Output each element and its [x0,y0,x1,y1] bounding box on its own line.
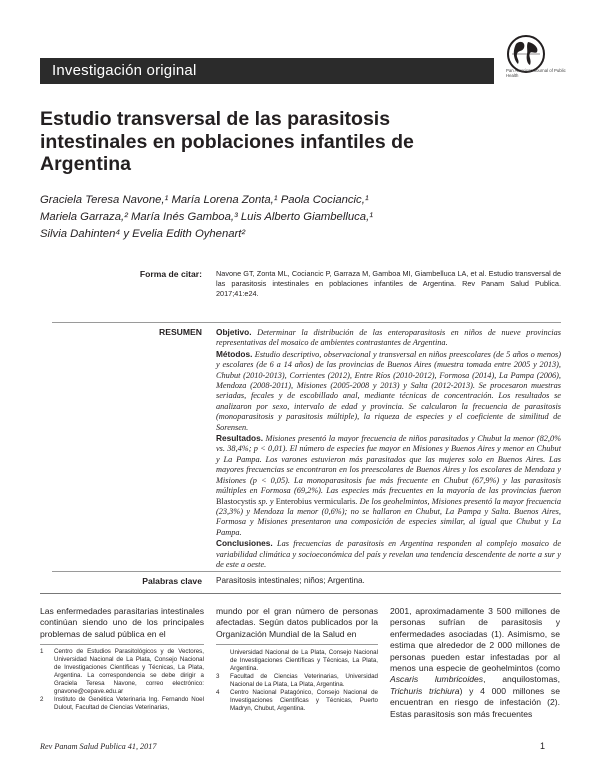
species-name: Ascaris lumbricoides [390,674,484,685]
abstract-conclusions [216,538,561,570]
footnote-text: Instituto de Genética Veterinaria Ing. Fernando Noel Dulout, Facultad de Ciencias Veterinarias, [54,696,204,711]
keywords-label: Palabras clave [142,576,202,586]
body-column-2: mundo por el gran número de personas afectadas. Según datos publicados por la Organización Mundial de la Salud en [216,606,378,639]
footnote-number: 1 [40,648,44,655]
abstract-results [216,433,561,538]
abstract-label: RESUMEN [159,327,202,337]
divider [52,322,561,323]
keywords-text: Parasitosis intestinales; niños; Argentina. [216,576,365,585]
results-text: Misiones presentó la mayor frecuencia de niños parasitados y Chubut la menor (82,0% vs. 38,4%; p < 0,01). El número de especies fue mayor en Misiones y Buenos Aires y menor en Chubut y La Pampa. Los varones estuvieron más parasitados que las mujeres solo en Buenos Aires. Las mayores frecuencias se encontraron en los preescolares de Buenos Aires y los escolares de Mendoza y Misiones (p < 0,05). La monoparasitosis fue más frecuente en Chubut (67,9%) y las parasitosis múltiples en Formosa (69,2%). Las especies más frecuentes en la mayoría de las provincias fueron [216,434,562,496]
body-column-3 [390,606,560,720]
conclusions-text: Las frecuencias de parasitosis en Argentina responden al complejo mosaico de variabilidad climática y socioeconómica del país y revelan una tendencia descendente de norte a sur y de este a oeste. [216,539,562,569]
methods-heading: Métodos. [216,348,253,359]
page-number: 1 [540,741,546,751]
footnote [216,649,378,673]
author-line: Silvia Dahinten⁴ y Evelia Edith Oyhenart² [40,228,246,241]
footnote [40,696,204,712]
footnote-number: 2 [40,696,44,703]
footnote-number: 3 [216,673,220,680]
journal-logo-text: Pan American Journal of Public Health [506,68,566,78]
footnote-number: 4 [216,689,220,696]
results-heading: Resultados. [216,433,264,444]
body-text: ) y 4 000 millones se encuentran en riesgo de infestación (2). Estas parasitosis son más frecuentes [390,685,561,719]
species-name: Trichuris trichiura [390,685,460,696]
footnote [40,648,204,696]
abstract-methods [216,349,561,433]
footnote-text: Centro de Estudios Parasitológicos y de Vectores, Universidad Nacional de La Plata, Consejo Nacional de Investigaciones Científicas y Técnicas, La Plata, Argentina. La correspondencia se debe dirigir a Graciela Teresa Navone, correo electrónico: gnavone@cepave.edu.ar [54,648,204,695]
species-name: Enterobius vermicularis [275,496,356,506]
species-name: Blastocystis [216,496,257,506]
author-line: Mariela Garraza,² María Inés Gamboa,³ Luis Alberto Giambelluca,¹ [40,211,373,224]
footnotes-column-1 [40,648,204,712]
objective-text: Determinar la distribución de las enteroparasitosis en niños de nueve provincias representativas del mosaico de ambientes contrastantes de Argentina. [216,328,561,348]
footnote-text: Centro Nacional Patagónico, Consejo Nacional de Investigaciones Científicas y Técnicas, Puerto Madryn, Chubut, Argentina. [230,689,378,712]
body-text: 2001, aproximadamente 3 500 millones de personas sufrían de parasitosis y enfermedades asociadas (1). Asimismo, se estima que alrededor de 2 000 millones de personas pueden estar infestadas por al menos una especie de geohelmintos (como [390,606,560,674]
body-column-1: Las enfermedades parasitarias intestinales continúan siendo uno de los principales problemas de salud pública en el [40,606,204,639]
methods-text: Estudio descriptivo, observacional y transversal en niños preescolares (de 5 años o menos) y escolares (de 6 a 14 años) de las provincias de Buenos Aires (muestra tomada entre 2005 y 2013), Chubut (2010-2013), Corrientes (2012), Entre Ríos (2010-2012), Formosa (2014), La Pampa (2006), Mendoza (2008-2011), Misiones (2005-2008 y 2013) y Salta (2012-2013). Se procesaron muestras seriadas, fecales y de escobillado anal, mediante técnicas de concentración. Los resultados se analizaron por sexo, intervalo de edad y provincia. Se calcularon la frecuencia de parasitosis (monoparasitosis y parasitosis múltiple), la riqueza de especies y el coeficiente de similitud de Sorensen. [216,349,562,432]
objective-heading: Objetivo. [216,327,252,337]
footnote-divider [216,644,378,645]
citation-text: Navone GT, Zonta ML, Cociancic P, Garraza M, Gamboa MI, Giambelluca LA, et al. Estudio transversal de las parasitosis intestinales en poblaciones infantiles de Argentina. Rev Panam Salud Publica. 2017;41:e24. [216,269,561,298]
journal-reference: Rev Panam Salud Publica 41, 2017 [40,742,157,751]
section-label: Investigación original [52,62,197,79]
results-text: . De los geohelmintos, Misiones presentó la mayor frecuencia (23,3%) y Mendoza la menor (0,6%); no se hallaron en Chubut, La Pampa y Salta. Buenos Aires, Formosa y Misiones presentaron una composición de especies similar, al igual que Chubut y La Pampa. [216,496,562,537]
abstract-objective [216,327,561,349]
footnote-divider [40,644,204,645]
divider [52,571,561,572]
author-list [40,192,520,244]
footnote-text: Universidad Nacional de La Plata, Consejo Nacional de Investigaciones Científicas y Técnicas, La Plata, Argentina. [230,649,378,672]
conclusions-heading: Conclusiones. [216,538,273,549]
article-title: Estudio transversal de las parasitosis intestinales en poblaciones infantiles de Argentina [40,108,414,175]
body-text: , anquilostomas, [483,674,560,685]
footnote [216,689,378,713]
footnotes-column-2 [216,649,378,713]
divider [40,593,561,594]
citation-label: Forma de citar: [139,269,202,279]
footnote [216,673,378,689]
footnote-text: Facultad de Ciencias Veterinarias, Universidad Nacional de La Plata, La Plata, Argentina. [230,673,378,688]
author-line: Graciela Teresa Navone,¹ María Lorena Zonta,¹ Paola Cociancic,¹ [40,194,369,206]
abstract-body [216,327,561,570]
results-text: sp. y [258,496,274,506]
